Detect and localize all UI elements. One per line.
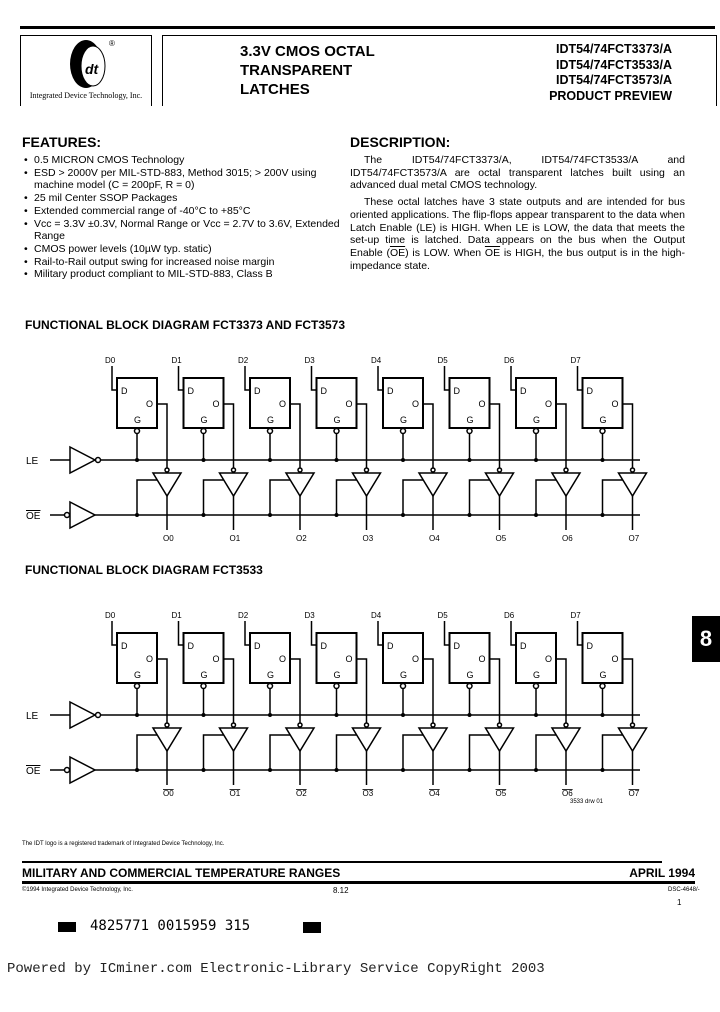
data-input-label: D7 (570, 611, 581, 620)
temperature-ranges: MILITARY AND COMMERCIAL TEMPERATURE RANGES (22, 866, 341, 880)
pin-q: O (212, 399, 220, 409)
data-input-label: D6 (504, 356, 515, 365)
data-input-label: D0 (105, 611, 116, 620)
feature-item: • CMOS power levels (10µW typ. static) (22, 243, 342, 256)
pin-d: D (453, 641, 460, 651)
tristate-buffer (419, 728, 447, 751)
oe-buffer (70, 757, 95, 783)
g-bubble (534, 684, 539, 689)
pin-g: G (333, 415, 341, 425)
text: These octal latches have 3 state outputs and are intended for bus oriented applications. The flip-flops appear transparent to the data when Latch Enable (LE) is HIGH. When LE is LOW, the data that meets the set-up time is latched. Data appears on the bus when the Output Enable ( (350, 196, 685, 259)
tristate-buffer (153, 728, 181, 751)
trademark-note: The IDT logo is a registered trademark of Integrated Device Technology, Inc. (22, 841, 225, 847)
g-bubble (401, 684, 406, 689)
junction-dot (534, 713, 538, 717)
le-buffer (70, 702, 95, 728)
q-line (490, 659, 500, 723)
oe-text: $\overline{OE}$ (389, 246, 406, 259)
pin-d: D (187, 386, 194, 396)
data-input-label: D1 (171, 611, 182, 620)
date: APRIL 1994 (629, 866, 695, 880)
g-bubble (201, 684, 206, 689)
junction-dot (401, 713, 405, 717)
junction-dot (601, 713, 605, 717)
junction-dot (468, 713, 472, 717)
q-line (357, 659, 367, 723)
pin-d: D (121, 386, 128, 396)
q-line (623, 659, 633, 723)
oe-label: OE (26, 511, 41, 522)
copyright: ©1994 Integrated Device Technology, Inc. (22, 887, 133, 893)
enable-bubble (232, 723, 236, 727)
pin-d: D (520, 386, 527, 396)
pin-q: O (146, 654, 154, 664)
pin-d: D (187, 641, 194, 651)
pin-d: D (387, 386, 394, 396)
q-line (556, 659, 566, 723)
pin-g: G (333, 670, 341, 680)
pin-d: D (254, 641, 261, 651)
part-number: IDT54/74FCT3573/A (555, 73, 672, 87)
output-label: O5 (495, 534, 507, 543)
title-line: TRANSPARENT (240, 62, 353, 79)
part-number: IDT54/74FCT3533/A (555, 57, 672, 72)
output-label: O6 (562, 534, 573, 543)
output-label: O4 (429, 534, 440, 543)
barcode-block (303, 922, 321, 933)
pin-g: G (267, 415, 275, 425)
features-heading: FEATURES: (22, 134, 102, 150)
pin-q: O (412, 654, 420, 664)
tristate-buffer (286, 728, 314, 751)
barcode-number: 4825771 0015959 315 (90, 918, 251, 934)
pin-q: O (146, 399, 154, 409)
feature-item: • Military product compliant to MIL-STD-883, Class B (22, 268, 342, 281)
barcode-block (58, 922, 76, 932)
inverter-bubble (96, 713, 101, 718)
data-input-label: D4 (371, 356, 382, 365)
q-line (423, 659, 433, 723)
g-bubble (600, 684, 605, 689)
status: PRODUCT PREVIEW (549, 88, 672, 103)
data-input-label: D3 (304, 611, 315, 620)
pin-q: O (611, 399, 619, 409)
page-number: 8.12 (333, 886, 349, 895)
enable-bubble (365, 723, 369, 727)
document-page: 1 (677, 898, 682, 907)
pin-q: O (545, 399, 553, 409)
pin-q: O (345, 399, 353, 409)
pin-g: G (400, 415, 408, 425)
junction-dot (202, 713, 206, 717)
footer-rule (22, 861, 662, 863)
oe-control-line (270, 735, 290, 770)
data-input-label: D6 (504, 611, 515, 620)
oe-control-line (403, 735, 423, 770)
document-number: DSC-4648/- (668, 887, 700, 893)
tristate-buffer (220, 728, 248, 751)
company-name: Integrated Device Technology, Inc. (29, 91, 143, 100)
enable-bubble (431, 723, 435, 727)
output-label: O6 (562, 789, 573, 798)
le-label: LE (26, 711, 39, 722)
pin-q: O (412, 399, 420, 409)
output-label: O3 (362, 534, 374, 543)
data-input-label: D3 (304, 356, 315, 365)
description-heading: DESCRIPTION: (350, 134, 451, 150)
feature-item: • Extended commercial range of -40°C to +85°C (22, 205, 342, 218)
title-line: 3.3V CMOS OCTAL (240, 43, 375, 60)
title-line: LATCHES (240, 81, 310, 98)
enable-bubble (165, 723, 169, 727)
pin-g: G (134, 415, 142, 425)
tristate-buffer (552, 728, 580, 751)
junction-dot (268, 713, 272, 717)
junction-dot (135, 768, 139, 772)
output-label: O2 (296, 534, 307, 543)
enable-bubble (564, 723, 568, 727)
feature-item: • Rail-to-Rail output swing for increased noise margin (22, 256, 342, 269)
pin-g: G (400, 670, 408, 680)
description-paragraph: The IDT54/74FCT3373/A, IDT54/74FCT3533/A and IDT54/74FCT3573/A are octal transparent latches built using an advanced dual metal CMOS technology. (350, 154, 685, 192)
oe-text: $\overline{OE}$ (484, 246, 501, 259)
pin-g: G (599, 415, 607, 425)
g-bubble (268, 684, 273, 689)
part-number: IDT54/74FCT3373/A (555, 42, 672, 56)
data-input-label: D1 (171, 356, 182, 365)
q-line (157, 659, 167, 723)
junction-dot (601, 768, 605, 772)
pin-d: D (586, 386, 593, 396)
oe-control-line (137, 735, 157, 770)
output-label: O1 (229, 789, 241, 798)
pin-q: O (545, 654, 553, 664)
pin-d: D (121, 641, 128, 651)
oe-control-line (536, 735, 556, 770)
junction-dot (335, 713, 339, 717)
enable-bubble (631, 723, 635, 727)
pin-q: O (611, 654, 619, 664)
pin-q: O (212, 654, 220, 664)
pin-q: O (279, 399, 287, 409)
output-label: O0 (163, 534, 174, 543)
junction-dot (135, 713, 139, 717)
text: ) is LOW. When (405, 246, 485, 259)
enable-bubble (298, 723, 302, 727)
output-label: O5 (495, 789, 507, 798)
le-label: LE (26, 456, 39, 467)
output-label: O3 (362, 789, 374, 798)
pin-d: D (520, 641, 527, 651)
g-bubble (467, 684, 472, 689)
pin-g: G (200, 415, 208, 425)
oe-control-line (603, 735, 623, 770)
pin-g: G (466, 415, 474, 425)
oe-control-line (470, 735, 490, 770)
data-input-label: D7 (570, 356, 581, 365)
pin-q: O (279, 654, 287, 664)
pin-q: O (345, 654, 353, 664)
q-line (290, 659, 300, 723)
enable-bubble (498, 723, 502, 727)
output-label: O7 (628, 534, 640, 543)
svg-text:®: ® (109, 39, 115, 48)
tristate-buffer (486, 728, 514, 751)
pin-g: G (200, 670, 208, 680)
output-label: O7 (628, 789, 640, 798)
data-input-label: D4 (371, 611, 382, 620)
pin-d: D (254, 386, 261, 396)
section-tab: 8 (692, 616, 720, 662)
powered-by: Powered by ICminer.com Electronic-Library Service CopyRight 2003 (7, 961, 545, 977)
pin-g: G (533, 415, 541, 425)
svg-text:dt: dt (85, 61, 99, 77)
q-line (224, 659, 234, 723)
pin-g: G (533, 670, 541, 680)
pin-g: G (267, 670, 275, 680)
feature-item: • 0.5 MICRON CMOS Technology (22, 154, 342, 167)
oe-label: OE (26, 766, 41, 777)
feature-item: • ESD > 2000V per MIL-STD-883, Method 3015; > 200V using machine model (C = 200pF, R = 0) (22, 167, 342, 192)
tristate-buffer (353, 728, 381, 751)
junction-dot (534, 768, 538, 772)
feature-item: • Vcc = 3.3V ±0.3V, Normal Range or Vcc = 2.7V to 3.6V, Extended Range (22, 218, 342, 243)
data-input-label: D5 (437, 611, 448, 620)
pin-d: D (387, 641, 394, 651)
output-label: O0 (163, 789, 174, 798)
diagram1-title: FUNCTIONAL BLOCK DIAGRAM FCT3373 AND FCT3573 (25, 318, 346, 332)
diagram2-title: FUNCTIONAL BLOCK DIAGRAM FCT3533 (25, 563, 263, 577)
pin-d: D (586, 641, 593, 651)
data-input-label: D0 (105, 356, 116, 365)
output-label: O2 (296, 789, 307, 798)
pin-q: O (478, 654, 486, 664)
output-label: O1 (229, 534, 241, 543)
junction-dot (401, 768, 405, 772)
tristate-buffer (619, 728, 647, 751)
pin-d: D (453, 386, 460, 396)
oe-control-line (337, 735, 357, 770)
pin-g: G (599, 670, 607, 680)
inverter-bubble (65, 768, 70, 773)
junction-dot (335, 768, 339, 772)
drawing-ref: 3533 drw 01 (570, 799, 604, 805)
junction-dot (468, 768, 472, 772)
data-input-label: D2 (238, 611, 249, 620)
g-bubble (334, 684, 339, 689)
pin-q: O (478, 399, 486, 409)
junction-dot (202, 768, 206, 772)
text: is HIGH, the bus output is in the high-impedance state. (350, 246, 686, 272)
junction-dot (268, 768, 272, 772)
output-label: O4 (429, 789, 440, 798)
footer-rule (22, 881, 695, 884)
data-input-label: D5 (437, 356, 448, 365)
g-bubble (135, 684, 140, 689)
data-input-label: D2 (238, 356, 249, 365)
oe-control-line (204, 735, 224, 770)
feature-item: • 25 mil Center SSOP Packages (22, 192, 342, 205)
pin-g: G (134, 670, 142, 680)
pin-d: D (320, 386, 327, 396)
pin-d: D (320, 641, 327, 651)
pin-g: G (466, 670, 474, 680)
